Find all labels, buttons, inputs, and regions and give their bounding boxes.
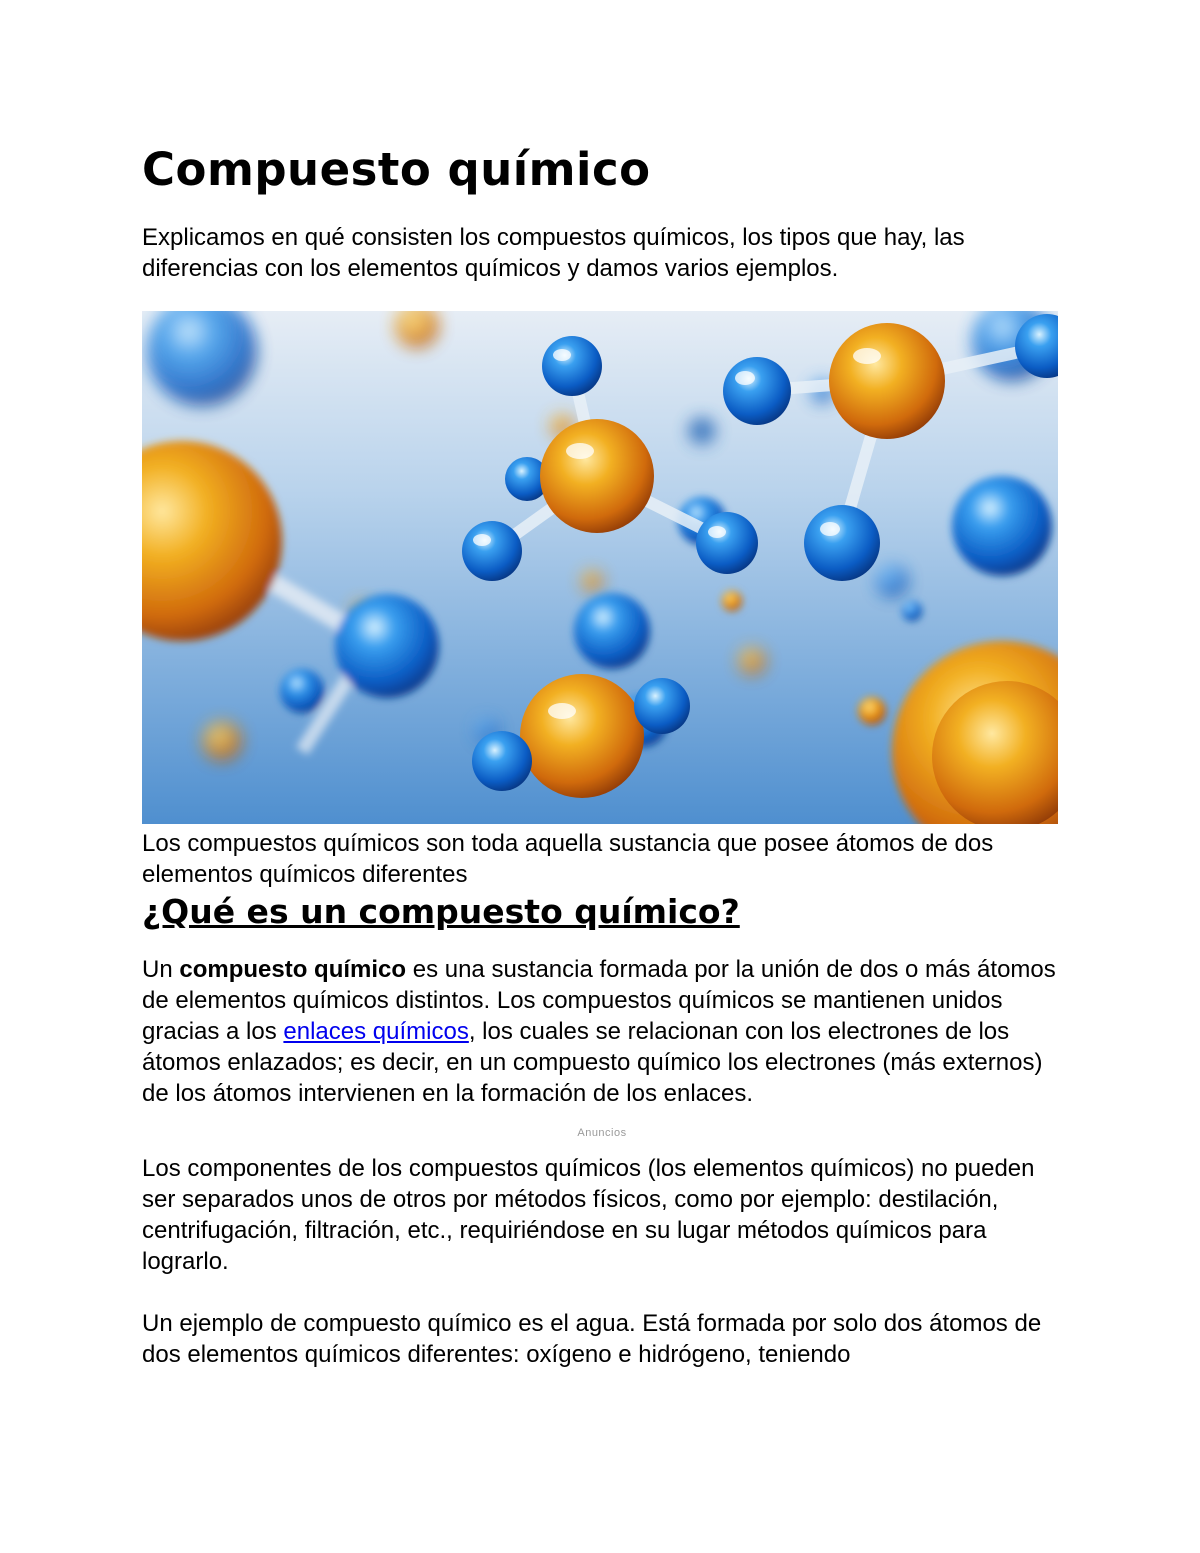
intro-paragraph: Explicamos en qué consisten los compuestos químicos, los tipos que hay, las diferencias con los elementos químicos y damos varios ejemplos. (142, 224, 965, 282)
ads-label: Anuncios (577, 1127, 627, 1139)
paragraph-definition (142, 954, 1062, 1109)
chemical-bonds-link[interactable]: enlaces químicos (283, 1018, 469, 1045)
bold-term: compuesto químico (179, 956, 407, 983)
paragraph-text-continued: , los cuales se relacionan con los electrones de los átomos enlazados; es decir, en un compuesto químico los electrones (más externos) de los átomos intervienen en la formación de los enlaces. (142, 1018, 1043, 1107)
paragraph-text: es una sustancia formada por la unión de dos o más átomos de elementos químicos distintos. Los compuestos químicos se mantienen unidos gracias a los (142, 956, 1056, 1045)
image-caption: Los compuestos químicos son toda aquella sustancia que posee átomos de dos elementos químicos diferentes (142, 830, 994, 888)
paragraph-lead: Un (142, 956, 180, 983)
paragraph-components: Los componentes de los compuestos químicos (los elementos químicos) no pueden ser separados unos de otros por métodos físicos, como por ejemplo: destilación, centrifugación, filtración, etc., requiriéndose en su lugar métodos químicos para lograrlo. (142, 1155, 1035, 1275)
document-content (142, 140, 1062, 1370)
page-title: Compuesto químico (142, 143, 651, 196)
molecules-image (142, 311, 1058, 824)
section-heading: ¿Qué es un compuesto químico? (142, 892, 740, 931)
paragraph-example: Un ejemplo de compuesto químico es el agua. Está formada por solo dos átomos de dos elementos químicos diferentes: oxígeno e hidrógeno, teniendo (142, 1310, 1042, 1368)
